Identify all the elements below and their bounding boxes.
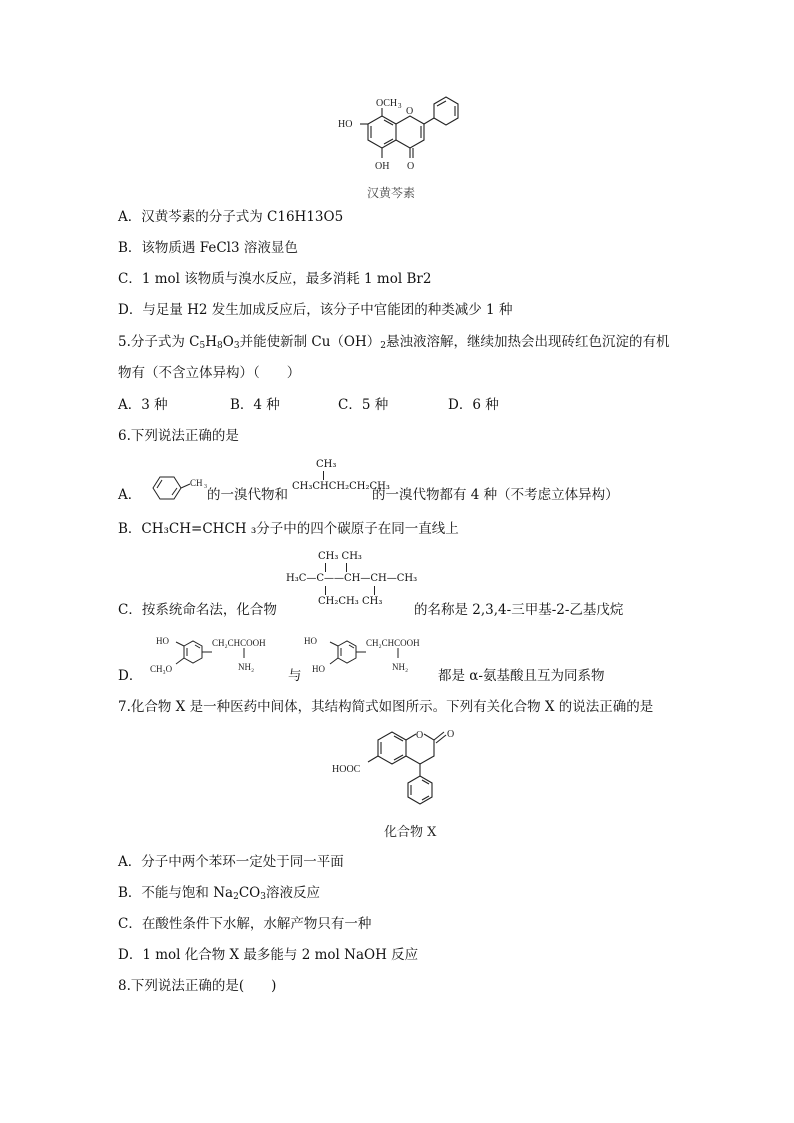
d2-side-chain: CH₂CHCOOH bbox=[366, 638, 420, 648]
q6-option-c-post: 的名称是 2,3,4-三甲基-2-乙基戊烷 bbox=[414, 602, 624, 618]
q7-stem: 7.化合物 X 是一种医药中间体，其结构简式如图所示。下列有关化合物 X 的说法正确的是 bbox=[118, 699, 654, 715]
methoxy-label: OCH bbox=[376, 98, 398, 109]
q5-stem: 5.分子式为 $C_5H_8O_3$并能使新制 $Cu(OH)_2$悬浊液溶解，继续加热会出现砖红色沉淀的有机 bbox=[118, 334, 670, 351]
q6-option-d-mid: 与 bbox=[288, 668, 302, 684]
carbonyl-oxygen: O bbox=[447, 729, 455, 740]
methylpentane-vbond bbox=[323, 471, 324, 480]
d2-hydroxy-2: HO bbox=[312, 664, 325, 674]
lactone-oxygen: O bbox=[416, 730, 424, 741]
compound-x-caption: 化合物 X bbox=[384, 825, 437, 840]
methyldopa-like-structure bbox=[148, 632, 288, 680]
q7-option-c: C．在酸性条件下水解，水解产物只有一种 bbox=[118, 916, 372, 932]
q4-option-a: A．汉黄芩素的分子式为 C16H13O5 bbox=[118, 209, 344, 225]
methoxy-sub: 3 bbox=[398, 102, 402, 110]
wogonin-structure bbox=[330, 96, 470, 178]
q6-option-c-pre: C．按系统命名法，化合物 bbox=[118, 602, 277, 618]
methylpentane-chain: CH₃CHCH₂CH₂CH₃ bbox=[292, 481, 390, 492]
q4-option-c: C．1 mol 该物质与溴水反应，最多消耗 1 mol Br2 bbox=[118, 271, 432, 287]
q5-option-c: C．5 种 bbox=[338, 397, 389, 413]
q5-option-b: B．4 种 bbox=[230, 397, 280, 413]
q6-option-a-post: 的一溴代物都有 4 种（不考虑立体异构） bbox=[372, 487, 619, 503]
q6-option-a-prefix: A． bbox=[118, 487, 142, 503]
q5-option-d: D．6 种 bbox=[448, 397, 499, 413]
d1-methoxy: CH₃O bbox=[150, 664, 173, 674]
bond-bot-2 bbox=[374, 586, 375, 595]
d2-hydroxy-1: HO bbox=[304, 636, 317, 646]
d1-side-chain: CH₂CHCOOH bbox=[212, 638, 266, 648]
carboxyl-label: HOOC bbox=[332, 764, 361, 775]
hydroxy-7-label: HO bbox=[338, 119, 353, 130]
q7-option-b: B．不能与饱和 $Na_2CO_3$溶液反应 bbox=[118, 885, 320, 902]
compound-x-structure bbox=[330, 722, 470, 822]
q8-stem: 8.下列说法正确的是( ) bbox=[118, 978, 277, 994]
q7-option-a: A．分子中两个苯环一定处于同一平面 bbox=[118, 854, 344, 870]
bond-bot-1 bbox=[325, 586, 326, 595]
ring-oxygen-label: O bbox=[406, 106, 414, 117]
q7-option-d: D．1 mol 化合物 X 最多能与 2 mol NaOH 反应 bbox=[118, 947, 419, 963]
toluene-methyl-sub: 3 bbox=[204, 484, 207, 490]
branched-alkane-bottom: CH₂CH₃ CH₃ bbox=[318, 596, 383, 607]
d1-amino: NH₂ bbox=[238, 662, 255, 672]
q6-option-b: B．CH₃CH=CHCH ₃分子中的四个碳原子在同一直线上 bbox=[118, 521, 459, 537]
q6-stem: 6.下列说法正确的是 bbox=[118, 428, 239, 444]
q4-option-b: B．该物质遇 FeCl3 溶液显色 bbox=[118, 240, 298, 256]
q4-option-d: D．与足量 H2 发生加成反应后，该分子中官能团的种类减少 1 种 bbox=[118, 302, 513, 318]
q6-option-d-prefix: D． bbox=[118, 668, 143, 684]
branched-alkane-main: H₃C—C——CH—CH—CH₃ bbox=[286, 573, 418, 584]
bond-top-2 bbox=[346, 563, 347, 572]
q5-stem-cont: 物有（不含立体异构）（ ） bbox=[118, 365, 301, 381]
toluene-structure bbox=[148, 474, 210, 502]
branched-alkane-top: CH₃ CH₃ bbox=[318, 551, 362, 562]
d2-amino: NH₂ bbox=[392, 662, 409, 672]
hydroxy-5-label: OH bbox=[375, 161, 390, 172]
q6-option-a-mid: 的一溴代物和 bbox=[207, 487, 288, 503]
methylpentane-branch: CH₃ bbox=[316, 459, 337, 470]
dopa-structure bbox=[302, 632, 442, 680]
q5-option-a: A．3 种 bbox=[118, 397, 168, 413]
keto-oxygen-label: O bbox=[407, 161, 415, 172]
q6-option-d-post: 都是 α-氨基酸且互为同系物 bbox=[438, 668, 605, 684]
d1-hydroxy: HO bbox=[156, 636, 169, 646]
toluene-methyl: CH bbox=[190, 478, 203, 488]
figure-caption: 汉黄芩素 bbox=[367, 186, 416, 200]
bond-top-1 bbox=[325, 563, 326, 572]
